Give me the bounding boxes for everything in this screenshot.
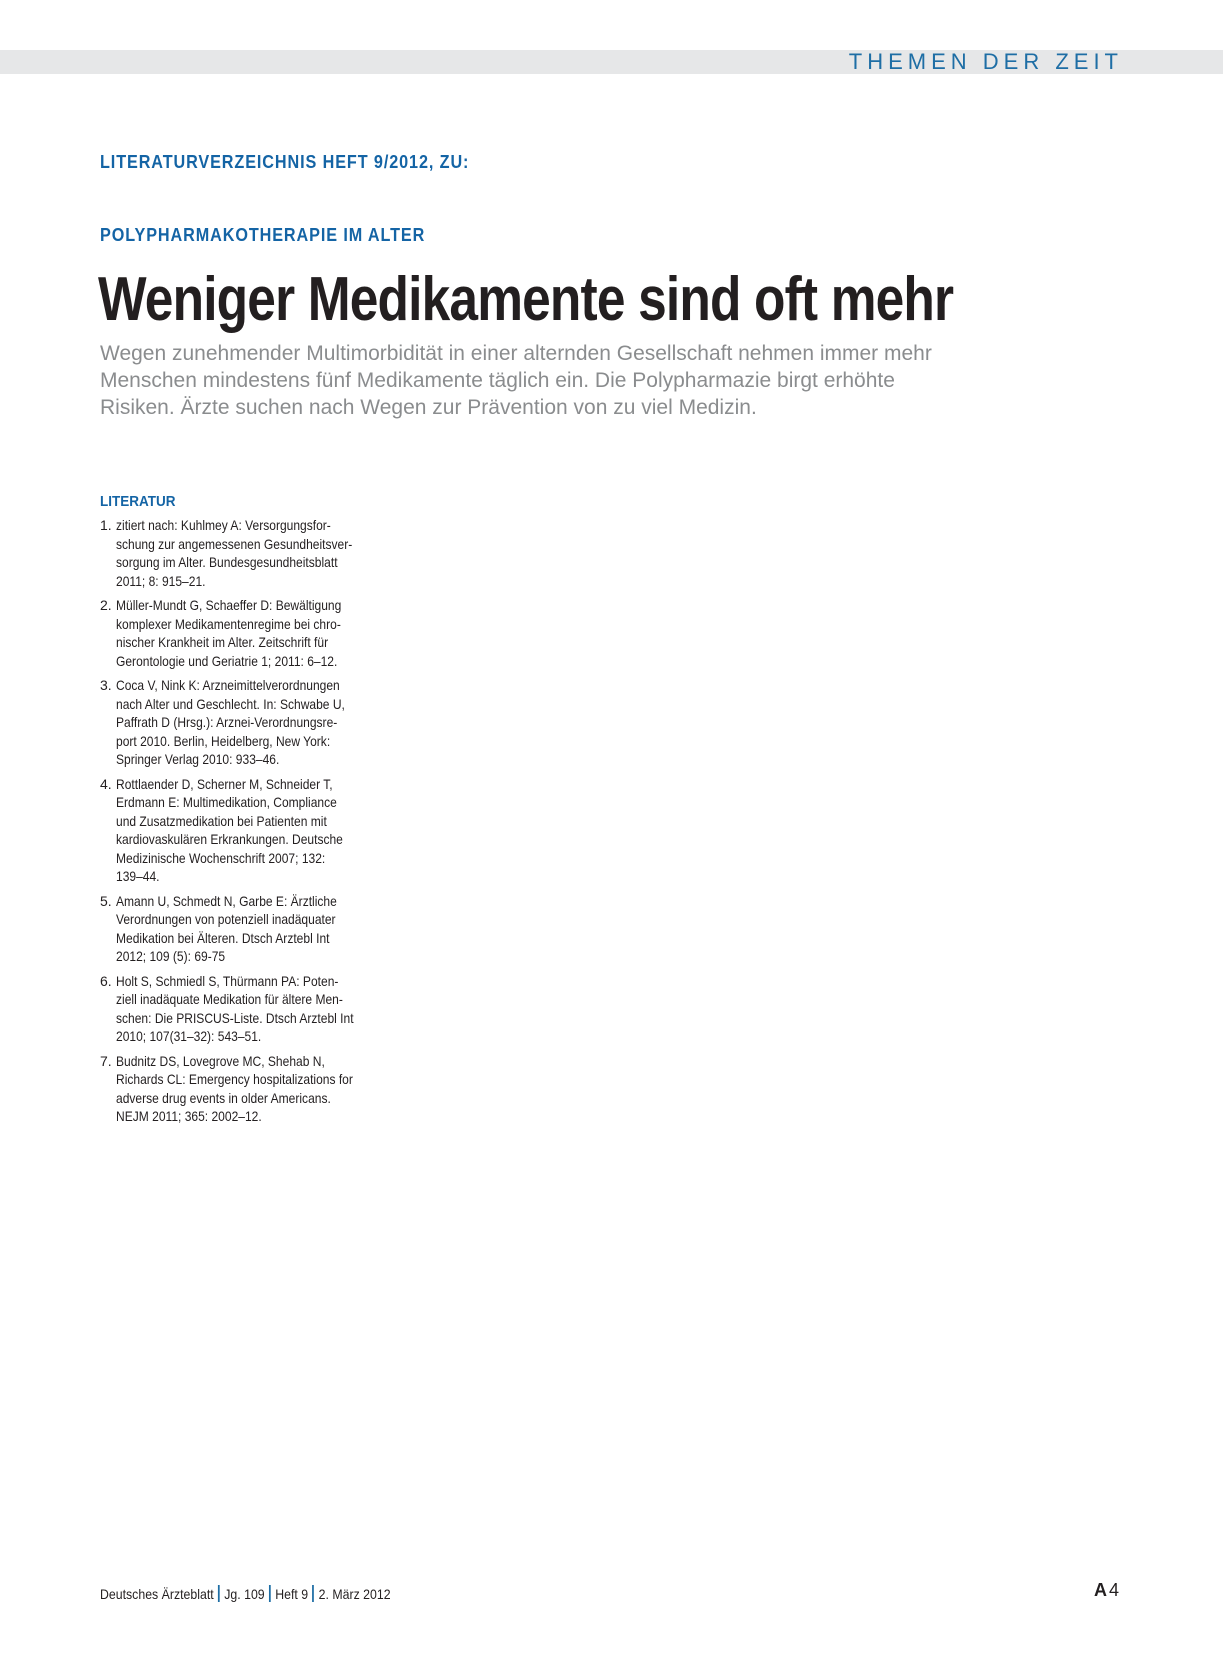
reference-text [116,775,380,886]
kicker: POLYPHARMAKOTHERAPIE IM ALTER [100,225,426,245]
reference-line: und Zusatzmedikation bei Patienten mit [116,812,327,829]
reference-line: nischer Krankheit im Alter. Zeitschrift für [116,634,329,650]
issue: Heft 9 [275,1585,309,1602]
overline: LITERATURVERZEICHNIS HEFT 9/2012, ZU: [100,152,470,172]
separator [269,1585,271,1602]
reference-line: kardiovaskulären Erkrankungen. Deutsche [116,831,343,847]
reference-line: Springer Verlag 2010: 933–46. [116,751,280,767]
reference-line: 139–44. [116,868,160,884]
issue-date: 2. März 2012 [318,1585,391,1602]
reference-line: ziell inadäquate Medikation für ältere Men- [116,991,343,1007]
reference-line: Rottlaender D, Scherner M, Schneider T, [116,775,333,792]
separator [218,1585,220,1602]
reference-line: adverse drug events in older Americans. [116,1089,331,1106]
reference-line: 2011; 8: 915–21. [116,572,206,589]
reference-line: port 2010. Berlin, Heidelberg, New York: [116,732,331,749]
lead-paragraph: Wegen zunehmender Multimorbidität in einer alternden Gesellschaft nehmen immer mehr Menschen mindestens fünf Medikamente täglich ein. Die Polypharmazie birgt erhöhte Risiken. Ärzte suchen nach Wegen zur Prävention von zu viel Medizin. [100,342,932,419]
reference-line: Amann U, Schmedt N, Garbe E: Ärztliche [116,892,337,909]
reference-line: nach Alter und Geschlecht. In: Schwabe U, [116,695,345,712]
reference-line: Richards CL: Emergency hospitalizations for [116,1071,353,1087]
reference-line: Coca V, Nink K: Arzneimittelverordnungen [116,677,340,693]
reference-line: 2012; 109 (5): 69-75 [116,948,226,964]
reference-number: 6. [100,972,112,989]
reference-line: Holt S, Schmiedl S, Thürmann PA: Poten- [116,972,339,989]
reference-text [116,1052,391,1126]
reference-text [116,596,378,670]
reference-number: 3. [100,677,112,693]
reference-item [100,972,400,1046]
reference-text [116,516,391,590]
section-label: THEMEN DER ZEIT [848,49,1123,74]
separator [312,1585,314,1602]
reference-line: Medizinische Wochenschrift 2007; 132: [116,849,326,866]
reference-number: 4. [100,775,112,792]
reference-number: 2. [100,597,112,613]
journal-name: Deutsches Ärzteblatt [100,1585,214,1602]
reference-line: Gerontologie und Geriatrie 1; 2011: 6–12. [116,652,338,669]
reference-line: Medikation bei Älteren. Dtsch Arztebl Int [116,929,330,946]
reference-line: schung zur angemessenen Gesundheitsver- [116,535,353,552]
page-prefix: A [1093,1580,1107,1600]
reference-line: Paffrath D (Hrsg.): Arznei-Verordnungsre- [116,714,338,730]
reference-item [100,1052,400,1126]
reference-line: Müller-Mundt G, Schaeffer D: Bewältigung [116,597,342,613]
reference-line: zitiert nach: Kuhlmey A: Versorgungsfor- [116,517,331,533]
page-number-value: 4 [1108,1580,1119,1600]
reference-item [100,775,400,886]
reference-line: NEJM 2011; 365: 2002–12. [116,1108,262,1124]
reference-line: 2010; 107(31–32): 543–51. [116,1028,262,1044]
page-number [1094,1580,1119,1601]
reference-list [100,516,400,1132]
reference-line: schen: Die PRISCUS-Liste. Dtsch Arztebl Int [116,1009,354,1026]
reference-text [116,892,373,966]
reference-number: 5. [100,892,112,909]
reference-number: 1. [100,517,112,533]
reference-item [100,676,400,769]
reference-line: Verordnungen von potenziell inadäquater [116,911,336,927]
reference-item [100,596,400,670]
literature-heading: LITERATUR [100,493,176,510]
reference-line: komplexer Medikamentenregime bei chro- [116,615,341,632]
reference-text [116,972,392,1046]
footer-citation [100,1585,391,1602]
reference-line: Erdmann E: Multimedikation, Compliance [116,794,337,810]
reference-item [100,516,400,590]
reference-line: Budnitz DS, Lovegrove MC, Shehab N, [116,1052,325,1069]
reference-number: 7. [100,1052,112,1069]
reference-text [116,676,382,769]
volume: Jg. 109 [224,1585,265,1602]
headline: Weniger Medikamente sind oft mehr [98,265,954,334]
reference-line: sorgung im Alter. Bundesgesundheitsblatt [116,554,338,570]
reference-item [100,892,400,966]
